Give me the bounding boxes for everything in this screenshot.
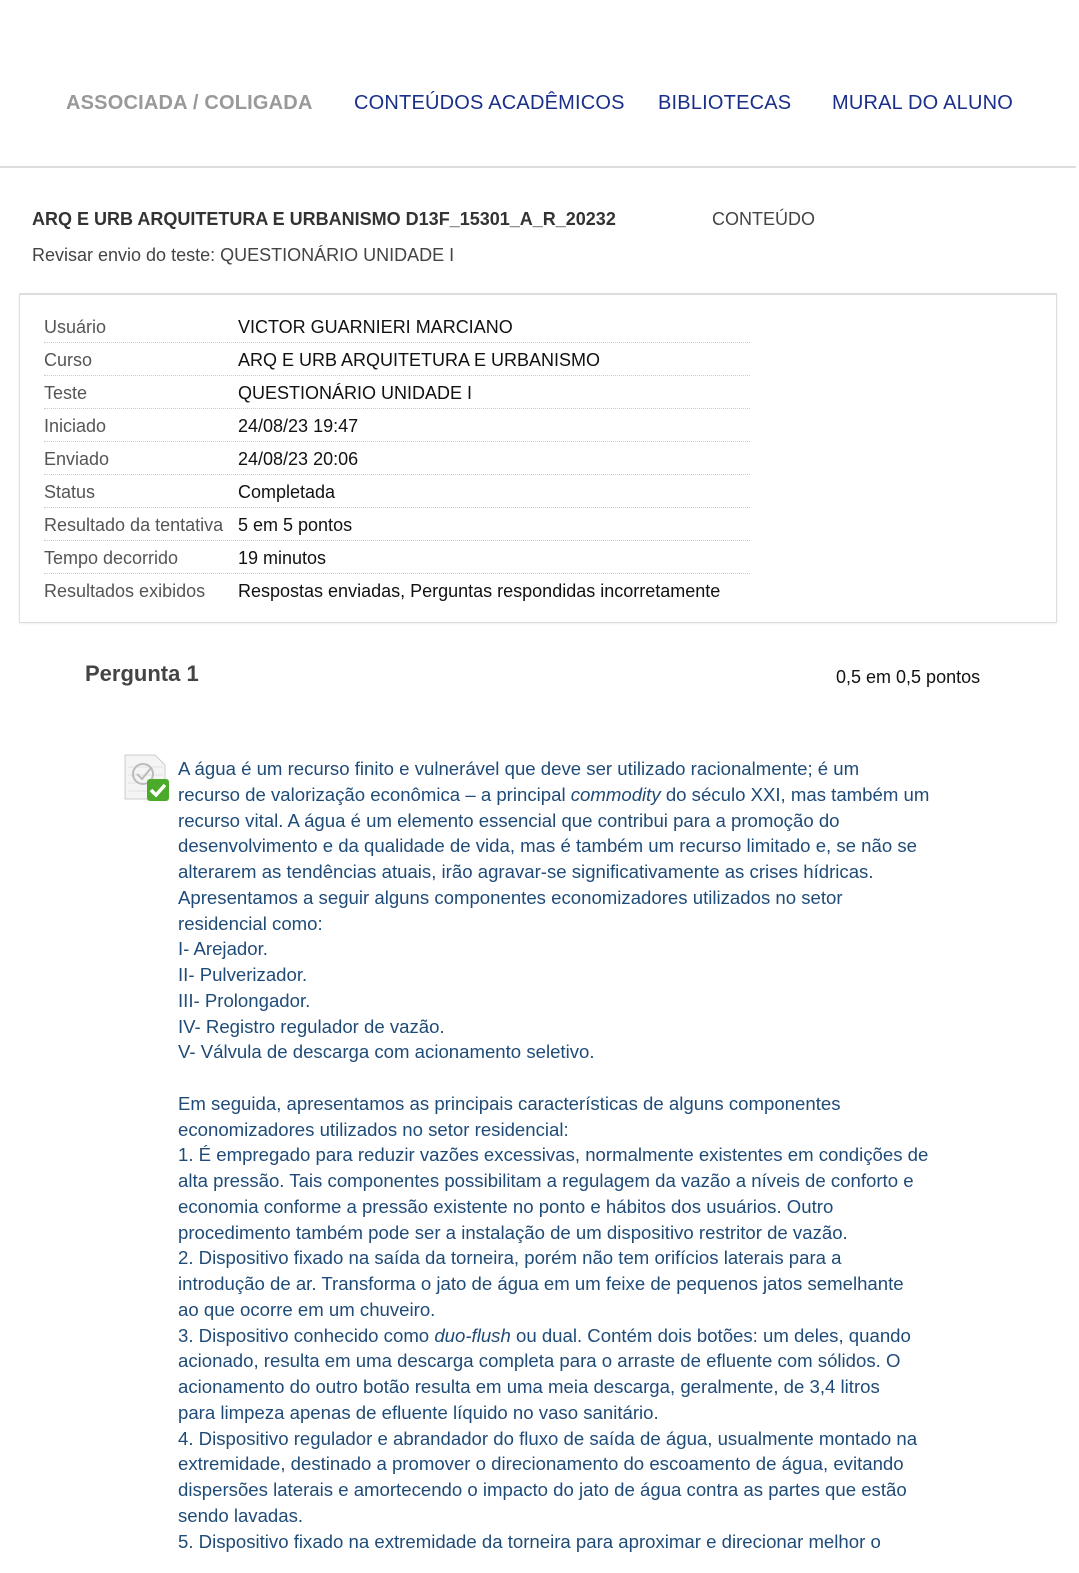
question-points: 0,5 em 0,5 pontos (836, 667, 981, 687)
summary-value: VICTOR GUARNIERI MARCIANO (238, 317, 513, 337)
course-title[interactable]: ARQ E URB ARQUITETURA E URBANISMO D13F_15301_A_R_20232 (32, 209, 616, 229)
question-line: Apresentamos a seguir alguns componentes economizadores utilizados no setor (178, 886, 843, 908)
summary-row (44, 375, 750, 409)
question-line: alterarem as tendências atuais, irão agravar-se significativamente as crises hídricas. (178, 861, 874, 882)
summary-value: Completada (238, 482, 336, 502)
summary-row (44, 573, 750, 606)
summary-value: Respostas enviadas, Perguntas respondidas incorretamente (238, 581, 721, 601)
question-line: recurso de valorização econômica – a principal commodity do século XXI, mas também um (178, 783, 930, 805)
nav-mural[interactable]: MURAL DO ALUNO (832, 92, 1013, 114)
summary-label: Curso (44, 350, 93, 370)
summary-row (44, 540, 750, 574)
question-line: introdução de ar. Transforma o jato de água em um feixe de pequenos jatos semelhante (178, 1273, 904, 1294)
summary-label: Status (44, 482, 96, 502)
attempt-summary (19, 293, 1057, 623)
question-line: acionamento do outro botão resulta em uma meia descarga, geralmente, de 3,4 litros (178, 1376, 880, 1397)
question-line: I- Arejador. (178, 938, 268, 960)
summary-value: 19 minutos (238, 548, 327, 568)
question-line: 4. Dispositivo regulador e abrandador do fluxo de saída de água, usualmente montado na (178, 1427, 918, 1449)
question-title: Pergunta 1 (85, 661, 199, 686)
question-line: acionado, resulta em uma descarga completa para o arraste de efluente com sólidos. O (178, 1350, 901, 1372)
summary-row (44, 441, 750, 475)
question-line: IV- Registro regulador de vazão. (178, 1015, 445, 1037)
question-line: ao que ocorre em um chuveiro. (178, 1298, 436, 1320)
question-line: extremidade, destinado a promover o direcionamento do escoamento de água, evitando (178, 1453, 904, 1475)
question-line: 3. Dispositivo conhecido como duo-flush ou dual. Contém dois botões: um deles, quando (178, 1324, 911, 1346)
nav-associada[interactable]: ASSOCIADA / COLIGADA (66, 92, 313, 114)
question-line: desenvolvimento e da qualidade de vida, mas é também um recurso limitado e, se não se (178, 835, 917, 857)
summary-row (44, 408, 750, 442)
question-line: 5. Dispositivo fixado na extremidade da torneira para aproximar e direcionar melhor o (178, 1530, 881, 1552)
question-line: economizadores utilizados no setor residencial: (178, 1118, 569, 1140)
summary-label: Resultados exibidos (44, 581, 206, 601)
question-line: dispersões laterais e amortecendo o impacto do jato de água contra as partes que estão (178, 1479, 907, 1500)
question-line: procedimento também pode ser a instalação de um dispositivo restritor de vazão. (178, 1221, 848, 1243)
question-line (178, 1065, 929, 1091)
question-line: Em seguida, apresentamos as principais características de alguns componentes (178, 1092, 841, 1114)
summary-label: Usuário (44, 317, 107, 337)
summary-label: Resultado da tentativa (44, 515, 224, 535)
summary-label: Iniciado (44, 416, 107, 436)
question-line: economia conforme a pressão existente no ponto e hábitos dos usuários. Outro (178, 1195, 834, 1217)
question-line: A água é um recurso finito e vulnerável que deve ser utilizado racionalmente; é um (178, 758, 860, 779)
summary-row (44, 474, 750, 508)
nav-conteudos[interactable]: CONTEÚDOS ACADÊMICOS (354, 92, 625, 114)
question-line: recurso vital. A água é um elemento essencial que contribui para a promoção do (178, 809, 840, 831)
summary-value: QUESTIONÁRIO UNIDADE I (238, 383, 473, 403)
summary-label: Enviado (44, 449, 110, 469)
summary-row (44, 309, 750, 343)
correct-answer-icon (123, 753, 171, 803)
summary-label: Teste (44, 383, 88, 403)
question-line: V- Válvula de descarga com acionamento seletivo. (178, 1041, 595, 1063)
summary-value: 24/08/23 20:06 (238, 449, 359, 469)
nav-bibliotecas[interactable]: BIBLIOTECAS (658, 92, 792, 114)
question-text (178, 756, 929, 1554)
question-line: sendo lavadas. (178, 1504, 304, 1526)
summary-value: 5 em 5 pontos (238, 515, 353, 535)
summary-value: 24/08/23 19:47 (238, 416, 359, 436)
content-link[interactable]: CONTEÚDO (712, 209, 815, 229)
question-line: para limpeza apenas de efluente líquido no vaso sanitário. (178, 1401, 659, 1423)
question-line: III- Prolongador. (178, 989, 311, 1011)
breadcrumb: Revisar envio do teste: QUESTIONÁRIO UNIDADE I (32, 245, 455, 265)
summary-value: ARQ E URB ARQUITETURA E URBANISMO (238, 350, 601, 370)
question-line: residencial como: (178, 912, 323, 934)
question-line: II- Pulverizador. (178, 964, 308, 985)
top-nav (0, 92, 1079, 122)
question-line: alta pressão. Tais componentes possibilitam a regulagem da vazão a níveis de conforto e (178, 1170, 914, 1191)
summary-label: Tempo decorrido (44, 548, 179, 568)
question-line: 2. Dispositivo fixado na saída da torneira, porém não tem orifícios laterais para a (178, 1247, 842, 1269)
summary-row (44, 507, 750, 541)
divider (0, 166, 1076, 168)
summary-row (44, 342, 750, 376)
question-line: 1. É empregado para reduzir vazões excessivas, normalmente existentes em condições de (178, 1144, 929, 1166)
